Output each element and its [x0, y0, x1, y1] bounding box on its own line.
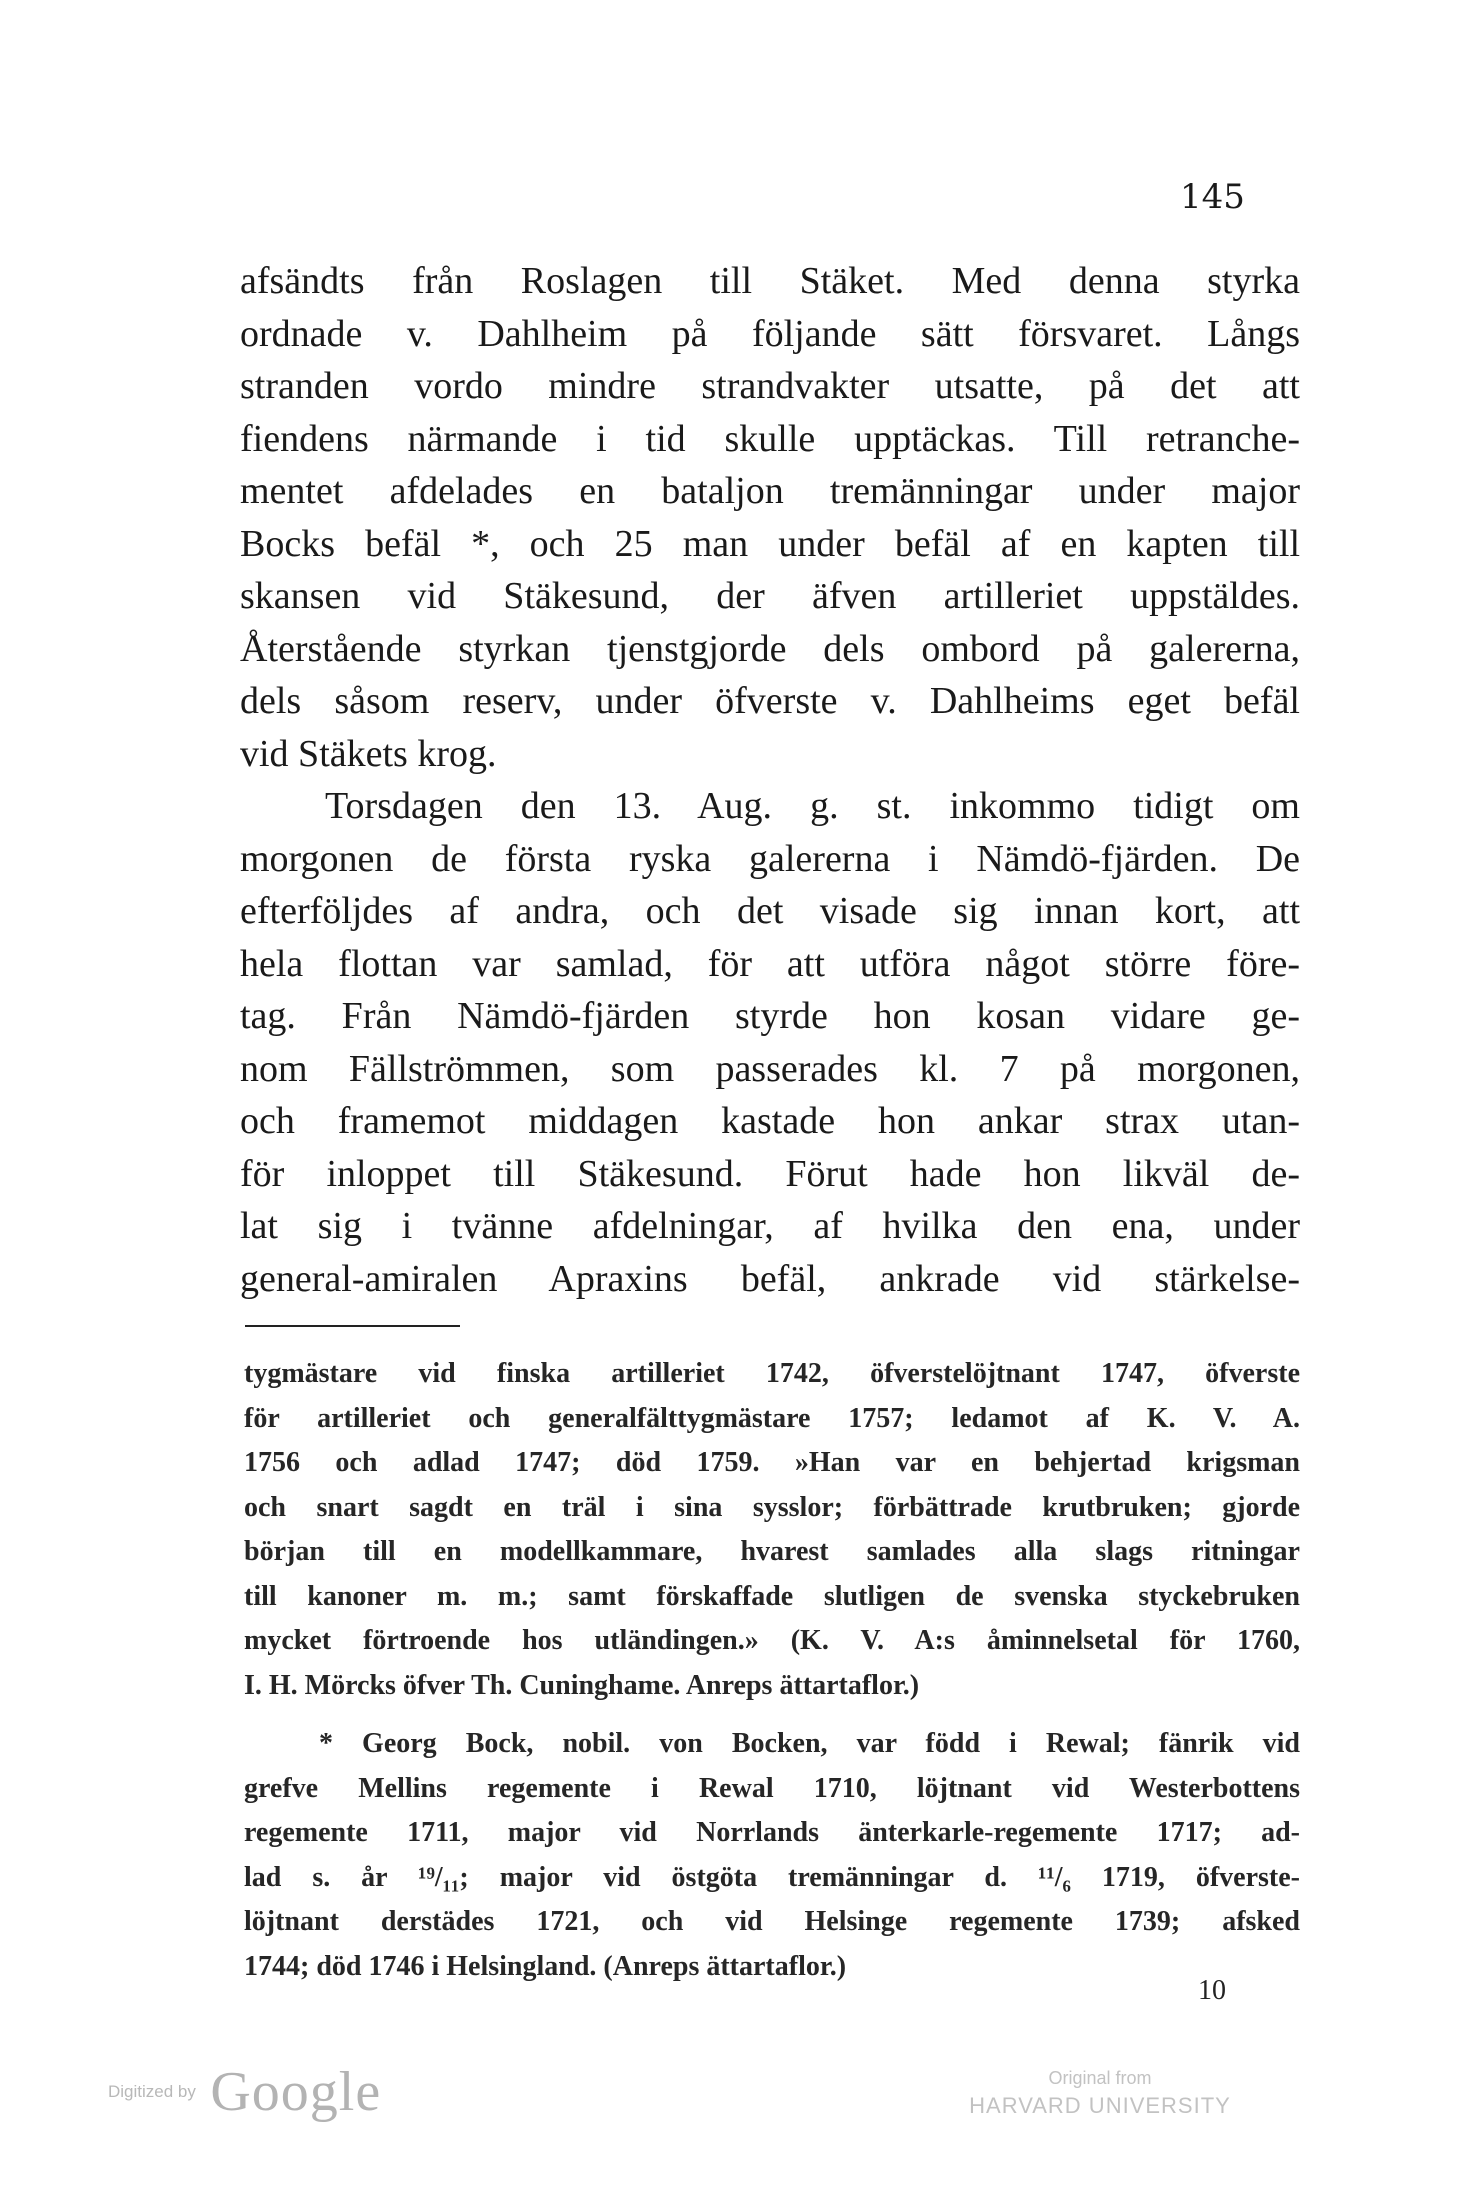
footnote-rule: [245, 1325, 460, 1327]
footnote-line: och snart sagdt en träl i sina sysslor; förbättrade krutbruken; gjorde: [244, 1491, 1300, 1523]
footnote-line: I. H. Mörcks öfver Th. Cuninghame. Anreps ättartaflor.): [244, 1669, 920, 1701]
text-line: hela flottan var samlad, för att utföra något större före-: [240, 942, 1300, 985]
text-line: ordnade v. Dahlheim på följande sätt försvaret. Långs: [240, 312, 1300, 355]
text-line: lat sig i tvänne afdelningar, af hvilka den ena, under: [240, 1205, 1300, 1247]
footnote-line: lad s. år ¹⁹/₁₁; major vid östgöta tremänningar d. ¹¹/₆ 1719, öfverste-: [244, 1861, 1300, 1893]
signature-mark: 10: [1198, 1975, 1226, 2006]
text-line: för inloppet till Stäkesund. Förut hade hon likväl de-: [240, 1152, 1300, 1195]
text-line: efterföljdes af andra, och det visade sig innan kort, att: [240, 890, 1300, 932]
footnote-line: mycket förtroende hos utländingen.» (K. V. A:s åminnelsetal för 1760,: [244, 1625, 1300, 1656]
text-line: afsändts från Roslagen till Stäket. Med denna styrka: [240, 260, 1300, 302]
page-number: 145: [1180, 177, 1245, 217]
footnote-continued: [244, 1352, 1300, 1708]
google-logo: Google: [210, 2061, 382, 2123]
footnote-line: löjtnant derstädes 1721, och vid Helsinge regemente 1739; afsked: [244, 1906, 1300, 1937]
footnote-line: * Georg Bock, nobil. von Bocken, var född i Rewal; fänrik vid: [319, 1728, 1300, 1759]
text-line: dels såsom reserv, under öfverste v. Dahlheims eget befäl: [240, 680, 1300, 722]
text-line: Torsdagen den 13. Aug. g. st. inkommo tidigt om: [325, 785, 1300, 827]
main-text: [240, 255, 1300, 1305]
original-from-watermark: [900, 2068, 1300, 2119]
footnote-line: regemente 1711, major vid Norrlands änterkarle-regemente 1717; ad-: [244, 1817, 1300, 1848]
text-line: tag. Från Nämdö-fjärden styrde hon kosan vidare ge-: [240, 995, 1300, 1037]
footnote-line: början till en modellkammare, hvarest samlades alla slags ritningar: [244, 1536, 1300, 1567]
text-line: morgonen de första ryska galererna i Nämdö-fjärden. De: [240, 837, 1300, 880]
text-line: skansen vid Stäkesund, der äfven artilleriet uppstäldes.: [240, 575, 1300, 617]
text-line: stranden vordo mindre strandvakter utsatte, på det att: [240, 365, 1300, 407]
text-line: mentet afdelades en bataljon tremänningar under major: [240, 470, 1300, 512]
footnote-line: till kanoner m. m.; samt förskaffade slutligen de svenska styckebruken: [244, 1580, 1300, 1612]
digitized-by-label: Digitized by: [108, 2082, 196, 2101]
footnote-line: grefve Mellins regemente i Rewal 1710, löjtnant vid Westerbottens: [244, 1772, 1300, 1804]
text-line: fiendens närmande i tid skulle upptäckas. Till retranche-: [240, 417, 1300, 460]
footnote-line: tygmästare vid finska artilleriet 1742, öfverstelöjtnant 1747, öfverste: [244, 1358, 1300, 1389]
footnote-line: 1744; död 1746 i Helsingland. (Anreps ättartaflor.): [244, 1950, 847, 1982]
harvard-university-label: HARVARD UNIVERSITY: [969, 2093, 1231, 2118]
footnote-line: 1756 och adlad 1747; död 1759. »Han var en behjertad krigsman: [244, 1447, 1300, 1478]
text-line: Återstående styrkan tjenstgjorde dels ombord på galererna,: [240, 627, 1300, 670]
text-line: vid Stäkets krog.: [240, 732, 497, 775]
footnotes: [244, 1352, 1300, 1989]
text-line: general-amiralen Apraxins befäl, ankrade vid stärkelse-: [240, 1257, 1300, 1300]
text-line: och framemot middagen kastade hon ankar strax utan-: [240, 1100, 1300, 1142]
footnote-georg-bock: [244, 1722, 1300, 1989]
footnote-line: för artilleriet och generalfälttygmästare 1757; ledamot af K. V. A.: [244, 1402, 1300, 1434]
text-line: Bocks befäl *, och 25 man under befäl af en kapten till: [240, 522, 1300, 565]
original-from-label: Original from: [1048, 2068, 1152, 2088]
text-line: nom Fällströmmen, som passerades kl. 7 på morgonen,: [240, 1047, 1300, 1090]
digitized-by-watermark: [108, 2060, 381, 2124]
